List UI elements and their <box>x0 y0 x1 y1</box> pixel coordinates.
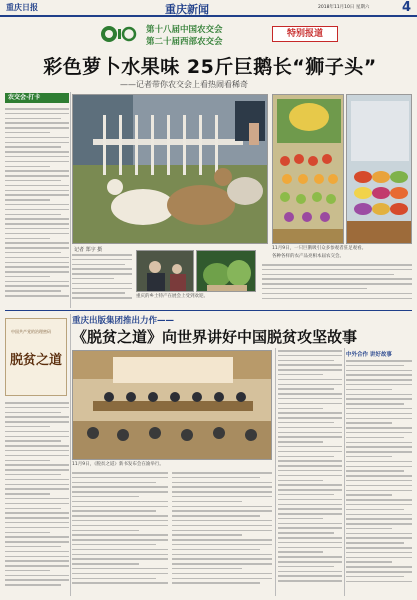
column-rule-2 <box>70 314 71 596</box>
photo-caption-1: 11月9日，一只巨鹅吸引众多参观者驻足观看。 <box>272 246 367 251</box>
photo-caption-2: 重庆的乡土特产在展会上受到欢迎。 <box>136 294 208 299</box>
goose-photo <box>72 94 268 244</box>
produce-photo <box>196 250 256 292</box>
lower-section-label: 中外合作 讲好故事 <box>346 352 392 358</box>
lower-middle-text-1 <box>72 472 168 594</box>
section-title: 重庆新闻 <box>165 3 209 16</box>
colorful-radish-photo <box>346 94 412 244</box>
lower-middle-text-2 <box>172 472 272 594</box>
date-line: 2018年11月10日 星期六 <box>318 5 370 10</box>
banner-line-2: 第二十届西部农交会 <box>146 37 223 47</box>
column-rule-3 <box>275 348 276 596</box>
launch-event-photo <box>72 350 272 460</box>
book-cover <box>5 318 67 396</box>
column-rule-1 <box>70 92 71 308</box>
banner-line-1: 第十八届中国农交会 <box>146 25 223 35</box>
lower-headline: 《脱贫之道》向世界讲好中国脱贫攻坚故事 <box>72 328 358 346</box>
subheadline: ——记者带你农交会上看热闹看稀奇 <box>120 80 248 89</box>
lower-right-text-1 <box>278 350 342 594</box>
book-subtitle: 中国共产党的治理密码 <box>11 329 51 334</box>
column-kicker: 农交会·打卡 <box>5 93 69 103</box>
masthead <box>0 0 417 17</box>
special-report-tag: 特别报道 <box>272 26 338 42</box>
book-title: 脱贫之道 <box>10 353 63 368</box>
column-rule-4 <box>344 348 345 596</box>
right-article-text <box>262 264 412 306</box>
middle-article-text-1 <box>72 254 132 306</box>
fair-banner <box>100 22 350 48</box>
photo-caption-3: 各种各样的农产品亮相本届农交会。 <box>272 254 344 259</box>
vegetable-display-photo <box>272 94 344 244</box>
launch-photo-caption: 11月9日，《脱贫之道》新书发布会在渝举行。 <box>72 462 164 467</box>
lower-kicker: 重庆出版集团推出力作—— <box>72 316 175 326</box>
page-number: 4 <box>401 0 411 15</box>
fair-logo <box>100 22 140 46</box>
section-divider <box>5 310 412 311</box>
paper-name: 重庆日报 <box>6 2 38 12</box>
left-article-text <box>5 108 69 304</box>
market-photo <box>136 250 194 292</box>
lower-right-text-2 <box>346 360 412 594</box>
photographer-credit: 记者 郑宇 摄 <box>74 247 103 253</box>
main-headline: 彩色萝卜水果味 25斤巨鹅长“狮子头” <box>43 56 377 78</box>
lower-left-text <box>5 402 69 594</box>
